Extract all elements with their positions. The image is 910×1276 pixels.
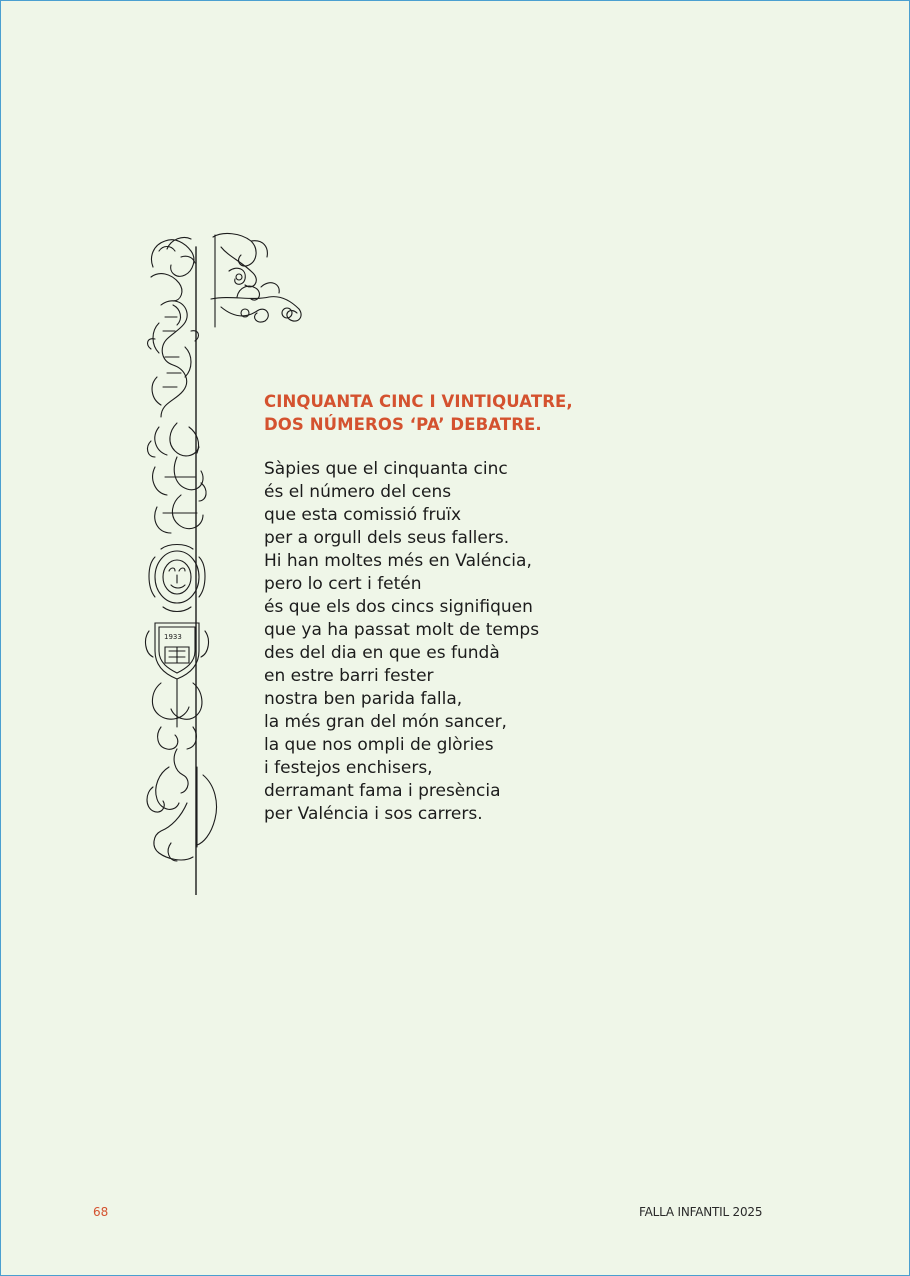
poem-line: i festejos enchisers, bbox=[264, 758, 433, 778]
poem-line: per Valéncia i sos carrers. bbox=[264, 804, 483, 824]
poem-title-line-1: CINQUANTA CINC I VINTIQUATRE, bbox=[264, 392, 573, 411]
poem-line: des del dia en que es fundà bbox=[264, 643, 500, 663]
poem-title bbox=[264, 390, 573, 436]
poem-line: que esta comissió fruïx bbox=[264, 505, 462, 525]
poem-line: pero lo cert i fetén bbox=[264, 574, 422, 594]
poem-line: és que els dos cincs signifiquen bbox=[264, 597, 533, 617]
poem-line: Sàpies que el cinquanta cinc bbox=[264, 459, 508, 479]
poem-line: és el número del cens bbox=[264, 482, 452, 502]
page-number: 68 bbox=[93, 1205, 109, 1219]
poem-line: la més gran del món sancer, bbox=[264, 712, 507, 732]
poem-line: nostra ben parida falla, bbox=[264, 689, 463, 709]
poem-line: en estre barri fester bbox=[264, 666, 434, 686]
poem-line: derramant fama i presència bbox=[264, 781, 501, 801]
poem-line: la que nos ompli de glòries bbox=[264, 735, 494, 755]
poem-line: per a orgull dels seus fallers. bbox=[264, 528, 510, 548]
poem-line: que ya ha passat molt de temps bbox=[264, 620, 540, 640]
poem-title-line-2: DOS NÚMEROS ‘PA’ DEBATRE. bbox=[264, 415, 542, 434]
poem-line: Hi han moltes més en Valéncia, bbox=[264, 551, 532, 571]
svg-text:1933: 1933 bbox=[164, 633, 182, 641]
poem-body bbox=[264, 458, 539, 826]
footer-publication-title: FALLA INFANTIL 2025 bbox=[639, 1205, 763, 1219]
